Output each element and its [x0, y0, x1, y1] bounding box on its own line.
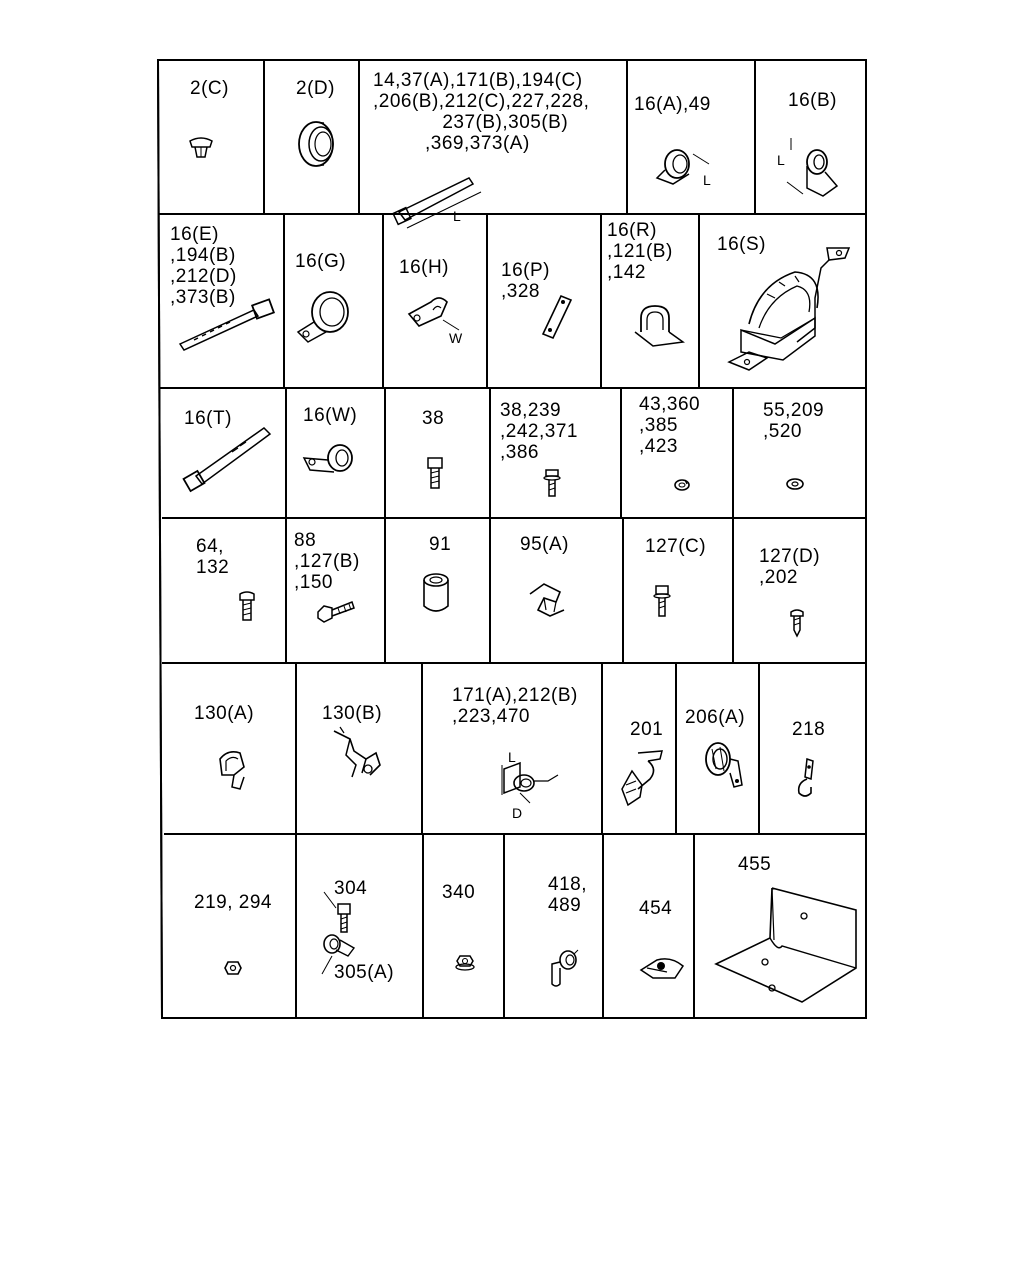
- part-label: 95(A): [520, 534, 569, 555]
- part-label: 206(A): [685, 707, 746, 728]
- part-label: 38: [422, 408, 445, 429]
- part-label: 454: [639, 898, 673, 919]
- part-label: 2(C): [190, 78, 229, 99]
- part-label: 201: [630, 719, 664, 740]
- part-label: 16(E) ,194(B) ,212(D) ,373(B): [170, 224, 237, 308]
- part-label: 16(G): [295, 251, 347, 272]
- part-label: 130(B): [322, 703, 383, 724]
- part-label: 16(H): [399, 257, 450, 278]
- part-label: 16(S): [717, 234, 766, 255]
- part-label: 127(C): [645, 536, 707, 557]
- dimension-label: L: [703, 172, 711, 188]
- part-label: 16(A),49: [634, 94, 711, 115]
- part-label: 16(T): [184, 408, 232, 429]
- part-label: 16(R) ,121(B) ,142: [607, 220, 673, 283]
- dimension-label: D: [512, 805, 523, 821]
- part-label: 38,239 ,242,371 ,386: [500, 400, 578, 463]
- dimension-label: L: [453, 208, 461, 224]
- part-label: 14,37(A),171(B),194(C) ,206(B),212(C),227,228, 237(B),305(B) ,369,373(A): [373, 70, 590, 154]
- part-label: 2(D): [296, 78, 335, 99]
- part-label: 304 305(A): [334, 878, 395, 983]
- part-label: 55,209 ,520: [763, 400, 825, 442]
- part-label: 88 ,127(B) ,150: [294, 530, 360, 593]
- part-label: 16(P) ,328: [501, 260, 550, 302]
- part-label: 171(A),212(B) ,223,470: [452, 685, 578, 727]
- part-label: 455: [738, 854, 772, 875]
- part-label: 219, 294: [194, 892, 272, 913]
- part-label: 127(D) ,202: [759, 546, 821, 588]
- part-label: 91: [429, 534, 452, 555]
- part-label: 218: [792, 719, 826, 740]
- dimension-label: L: [777, 152, 785, 168]
- part-label: 64, 132: [196, 536, 230, 578]
- part-label: 340: [442, 882, 476, 903]
- dimension-label: L: [508, 749, 516, 765]
- part-label: 130(A): [194, 703, 255, 724]
- dimension-label: W: [449, 330, 463, 346]
- part-label: 418, 489: [548, 874, 587, 916]
- part-label: 16(B): [788, 90, 837, 111]
- part-label: 43,360 ,385 ,423: [639, 394, 701, 457]
- part-label: 16(W): [303, 405, 358, 426]
